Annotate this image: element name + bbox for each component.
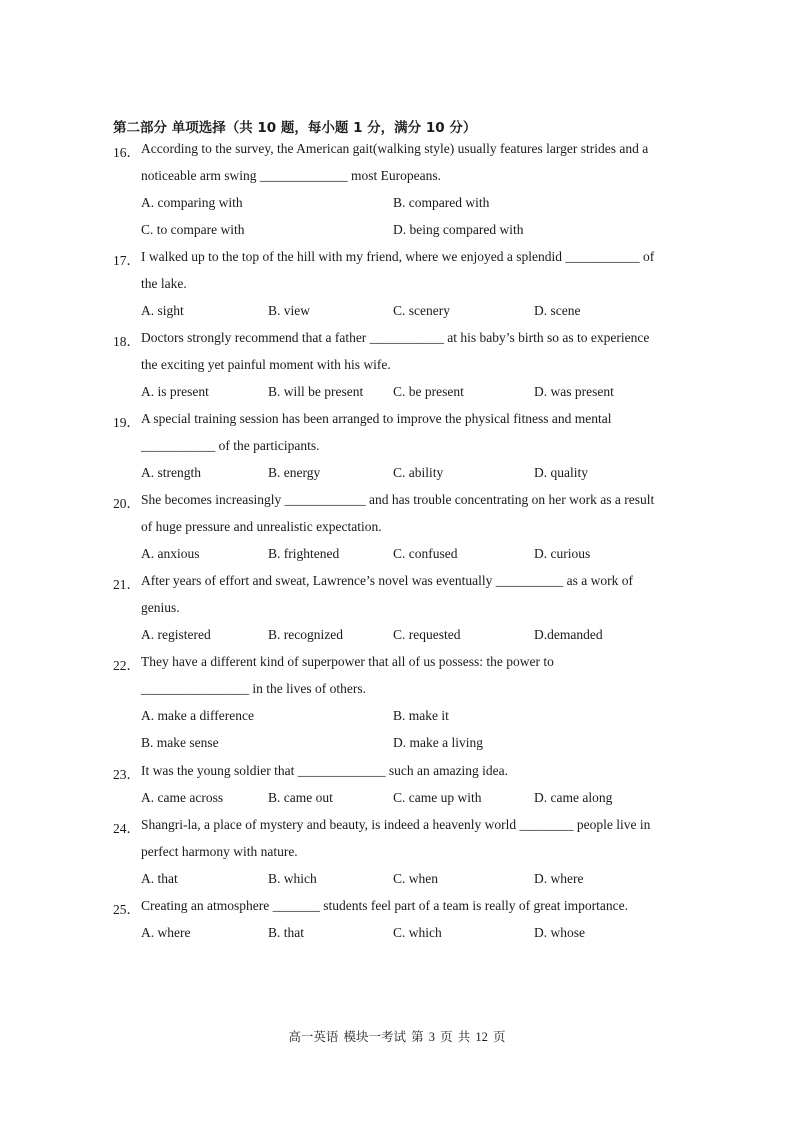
question-number: 25． xyxy=(113,902,140,917)
question-number: 19． xyxy=(113,415,140,430)
option-c: C. when xyxy=(393,871,438,886)
option-c: C. scenery xyxy=(393,303,450,318)
option-b: B. came out xyxy=(268,790,333,805)
option-b: B. frightened xyxy=(268,546,340,561)
option-b: B. will be present xyxy=(268,384,364,399)
question-text: genius. xyxy=(141,600,180,615)
option-d: D. quality xyxy=(534,465,588,480)
option-c: C. which xyxy=(393,925,442,940)
option-c: C. requested xyxy=(393,627,461,642)
option-b: B. energy xyxy=(268,465,321,480)
option-c: C. to compare with xyxy=(141,222,245,237)
option-d: D. where xyxy=(534,871,584,886)
question-number: 24． xyxy=(113,821,140,836)
option-a: A. anxious xyxy=(141,546,200,561)
question-text: After years of effort and sweat, Lawrence’s novel was eventually __________ as a work of xyxy=(141,573,633,588)
option-b: B. compared with xyxy=(393,195,490,210)
option-c: C. be present xyxy=(393,384,464,399)
question-number: 16． xyxy=(113,145,140,160)
option-d: D. being compared with xyxy=(393,222,524,237)
option-b: B. that xyxy=(268,925,304,940)
section-title: 第二部分 单项选择（共 10 题，每小题 1 分，满分 10 分） xyxy=(113,120,477,136)
option-d: D. curious xyxy=(534,546,591,561)
question-number: 22． xyxy=(113,658,140,673)
question-text: Creating an atmosphere _______ students feel part of a team is really of great importance. xyxy=(141,898,628,913)
question-number: 20． xyxy=(113,496,140,511)
option-a: A. make a difference xyxy=(141,708,254,723)
option-c: C. confused xyxy=(393,546,458,561)
option-b: B. which xyxy=(268,871,317,886)
question-text: the exciting yet painful moment with his wife. xyxy=(141,357,391,372)
question-text: According to the survey, the American gait(walking style) usually features larger strides and a xyxy=(141,141,649,156)
option-c: B. make sense xyxy=(141,735,219,750)
option-c: C. came up with xyxy=(393,790,482,805)
option-d: D. came along xyxy=(534,790,613,805)
question-number: 17． xyxy=(113,253,140,268)
question-text: noticeable arm swing _____________ most Europeans. xyxy=(141,168,441,183)
option-a: A. is present xyxy=(141,384,209,399)
question-text: They have a different kind of superpower that all of us possess: the power to xyxy=(141,654,554,669)
option-d: D. was present xyxy=(534,384,614,399)
question-text: ________________ in the lives of others. xyxy=(141,681,366,696)
option-d: D. scene xyxy=(534,303,581,318)
question-number: 21． xyxy=(113,577,140,592)
option-c: C. ability xyxy=(393,465,444,480)
option-d: D. make a living xyxy=(393,735,483,750)
question-text: Doctors strongly recommend that a father ___________ at his baby’s birth so as to experience xyxy=(141,330,650,345)
question-text: I walked up to the top of the hill with my friend, where we enjoyed a splendid ___________ of xyxy=(141,249,655,264)
option-a: A. came across xyxy=(141,790,224,805)
option-d: D. whose xyxy=(534,925,585,940)
option-a: A. sight xyxy=(141,303,184,318)
question-text: She becomes increasingly ____________ and has trouble concentrating on her work as a result xyxy=(141,492,655,507)
question-text: perfect harmony with nature. xyxy=(141,844,298,859)
question-number: 23． xyxy=(113,767,140,782)
option-b: B. view xyxy=(268,303,310,318)
question-text: of huge pressure and unrealistic expectation. xyxy=(141,519,382,534)
option-a: A. comparing with xyxy=(141,195,243,210)
option-b: B. make it xyxy=(393,708,449,723)
option-a: A. strength xyxy=(141,465,201,480)
question-number: 18． xyxy=(113,334,140,349)
option-d: D.demanded xyxy=(534,627,603,642)
option-a: A. registered xyxy=(141,627,211,642)
question-text: A special training session has been arranged to improve the physical fitness and mental xyxy=(141,411,612,426)
option-b: B. recognized xyxy=(268,627,343,642)
question-text: the lake. xyxy=(141,276,187,291)
option-a: A. that xyxy=(141,871,178,886)
question-text: It was the young soldier that _____________ such an amazing idea. xyxy=(141,763,509,778)
question-text: Shangri-la, a place of mystery and beauty, is indeed a heavenly world ________ people live in xyxy=(141,817,651,832)
option-a: A. where xyxy=(141,925,191,940)
page-footer: 高一英语 模块一考试 第 3 页 共 12 页 xyxy=(288,1030,506,1044)
question-text: ___________ of the participants. xyxy=(141,438,320,453)
